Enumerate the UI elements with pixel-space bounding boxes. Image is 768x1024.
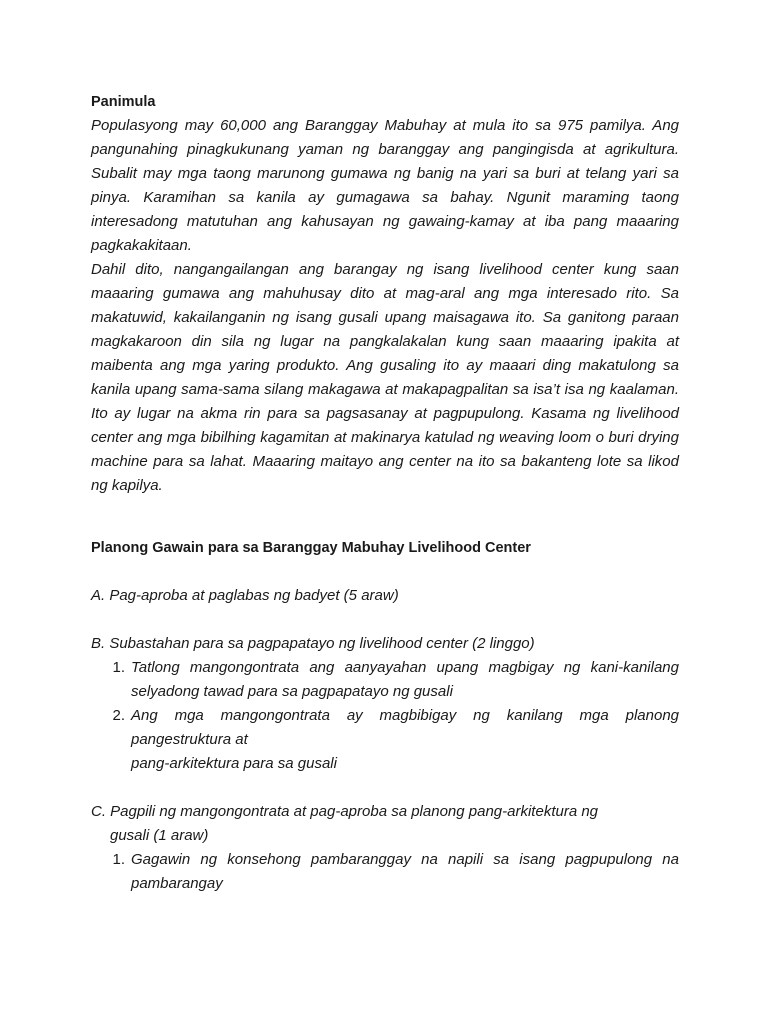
list-item-number: 1.	[112, 851, 125, 868]
list-item-text: Ang mga mangongontrata ay magbibigay ng kanilang mga planong pangestruktura at	[131, 707, 679, 748]
list-item-number: 1.	[112, 659, 125, 676]
document-page	[91, 90, 679, 896]
section-c: C. Pagpili ng mangongontrata at pag-aproba sa planong pang-arkitektura ng	[91, 803, 599, 820]
list-item	[91, 704, 679, 752]
intro-paragraph-2: Dahil dito, nangangailangan ang barangay ng isang livelihood center kung saan maaaring gumawa ang mahuhusay dito at mag-aral ang mga interesado rito. Sa makatuwid, kakailanganin ng isang gusali upang maisagawa ito. Sa ganitong paraan magkakaroon din sila ng lugar na pangkalakalan kung saan maaaring ipakita at maibenta ang mga yaring produkto. Ang gusaling ito ay maaari ding makatulong sa kanila upang sama-sama silang makagawa at makapagpalitan sa isa’t isa ng kaalaman. Ito ay lugar na akma rin para sa pagsasanay at pagpupulong. Kasama ng livelihood center ang mga bibilhing kagamitan at makinarya katulad ng weaving loom o buri drying machine para sa lahat. Maaaring maitayo ang center na ito sa bakanteng lote sa likod ng kapilya.	[91, 261, 679, 494]
list-item	[91, 656, 679, 704]
section-c-continuation: gusali (1 araw)	[110, 827, 209, 844]
spacer	[91, 560, 679, 584]
section-a: A. Pag-aproba at paglabas ng badyet (5 araw)	[91, 587, 399, 604]
spacer	[91, 498, 679, 536]
list-item-text: Tatlong mangongontrata ang aanyayahan upang magbigay ng kani-kanilang selyadong tawad para sa pagpapatayo ng gusali	[131, 659, 679, 700]
intro-paragraph-1: Populasyong may 60,000 ang Baranggay Mabuhay at mula ito sa 975 pamilya. Ang pangunahing pinagkukunang yaman ng baranggay ang pangingisda at agrikultura. Subalit may mga taong marunong gumawa ng banig na yari sa buri at telang yari sa pinya. Karamihan sa kanila ay gumagawa sa bahay. Ngunit maraming taong interesadong matutuhan ang kahusayan ng gawaing-kamay at iba pang maaaring pagkakakitaan.	[91, 117, 679, 254]
list-item-number: 2.	[112, 707, 125, 724]
section-b-list	[91, 656, 679, 752]
section-b: B. Subastahan para sa pagpapatayo ng livelihood center (2 linggo)	[91, 635, 535, 652]
spacer	[91, 608, 679, 632]
spacer	[91, 776, 679, 800]
plan-heading: Planong Gawain para sa Baranggay Mabuhay Livelihood Center	[91, 540, 531, 556]
section-c-list	[91, 848, 679, 896]
intro-heading: Panimula	[91, 94, 156, 110]
list-item	[91, 848, 679, 896]
list-item-text: Gagawin ng konsehong pambaranggay na napili sa isang pagpupulong na pambarangay	[131, 851, 679, 892]
list-item-continuation: pang-arkitektura para sa gusali	[131, 755, 337, 772]
